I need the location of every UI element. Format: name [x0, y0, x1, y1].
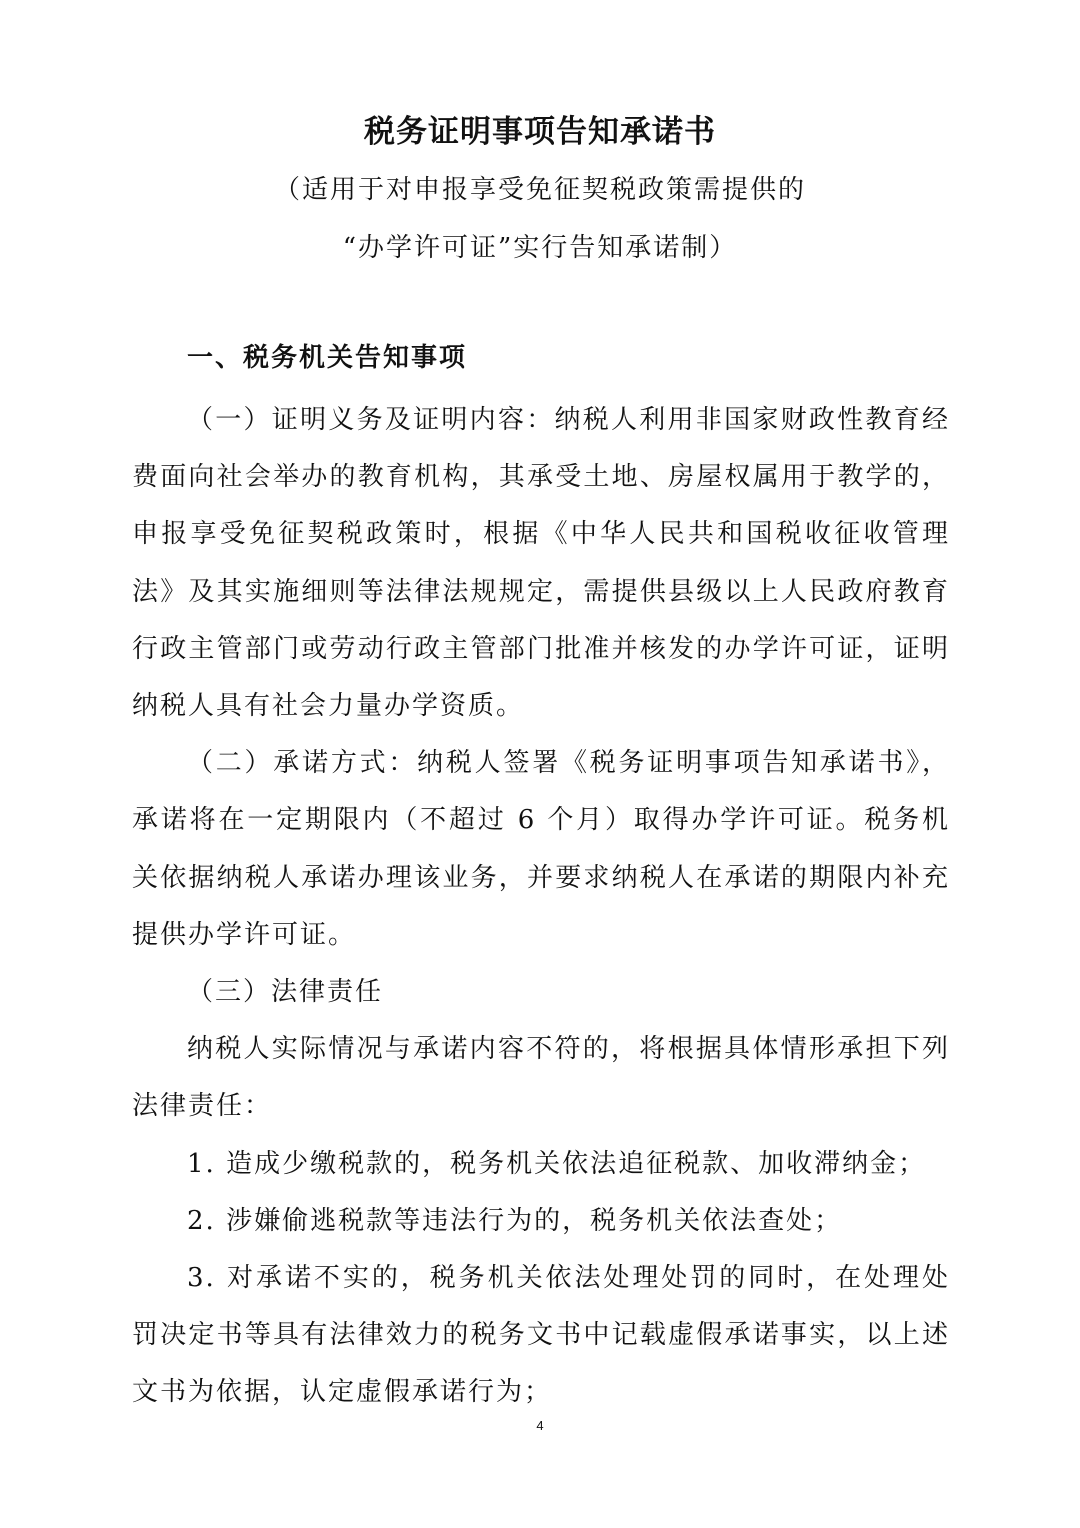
list-item-3: 3. 对承诺不实的，税务机关依法处理处罚的同时，在处理处罚决定书等具有法律效力的税务文书中记载虚假承诺事实，以上述文书为依据，认定虚假承诺行为； [132, 1263, 950, 1408]
list-item-2: 2. 涉嫌偷逃税款等违法行为的，税务机关依法查处； [187, 1205, 843, 1236]
subtitle-line-1: （适用于对申报享受免征契税政策需提供的 [273, 175, 806, 205]
paragraph-proof-obligation: （一）证明义务及证明内容：纳税人利用非国家财政性教育经费面向社会举办的教育机构，其承受土地、房屋权属用于教学的，申报享受免征契税政策时，根据《中华人民共和国税收征收管理法》及其实施细则等法律法规规定，需提供县级以上人民政府教育行政主管部门或劳动行政主管部门批准并核发的办学许可证，证明纳税人具有社会力量办学资质。 [132, 405, 950, 722]
subtitle-line-2: “办学许可证”实行告知承诺制） [342, 233, 738, 263]
document-body [132, 392, 950, 1422]
paragraph-commitment-method: （二）承诺方式：纳税人签署《税务证明事项告知承诺书》，承诺将在一定期限内（不超过 6 个月）取得办学许可证。税务机关依据纳税人承诺办理该业务，并要求纳税人在承诺的期限内补充提供办学许可证。 [132, 748, 950, 950]
section-heading: 一、税务机关告知事项 [187, 343, 468, 373]
page-number: 4 [536, 1418, 544, 1433]
list-item-1: 1. 造成少缴税款的，税务机关依法追征税款、加收滞纳金； [187, 1148, 927, 1179]
paragraph-legal-liability-heading: （三）法律责任 [187, 977, 384, 1008]
paragraph-liability-intro: 纳税人实际情况与承诺内容不符的，将根据具体情形承担下列法律责任： [132, 1034, 950, 1122]
document-title: 税务证明事项告知承诺书 [364, 114, 716, 150]
